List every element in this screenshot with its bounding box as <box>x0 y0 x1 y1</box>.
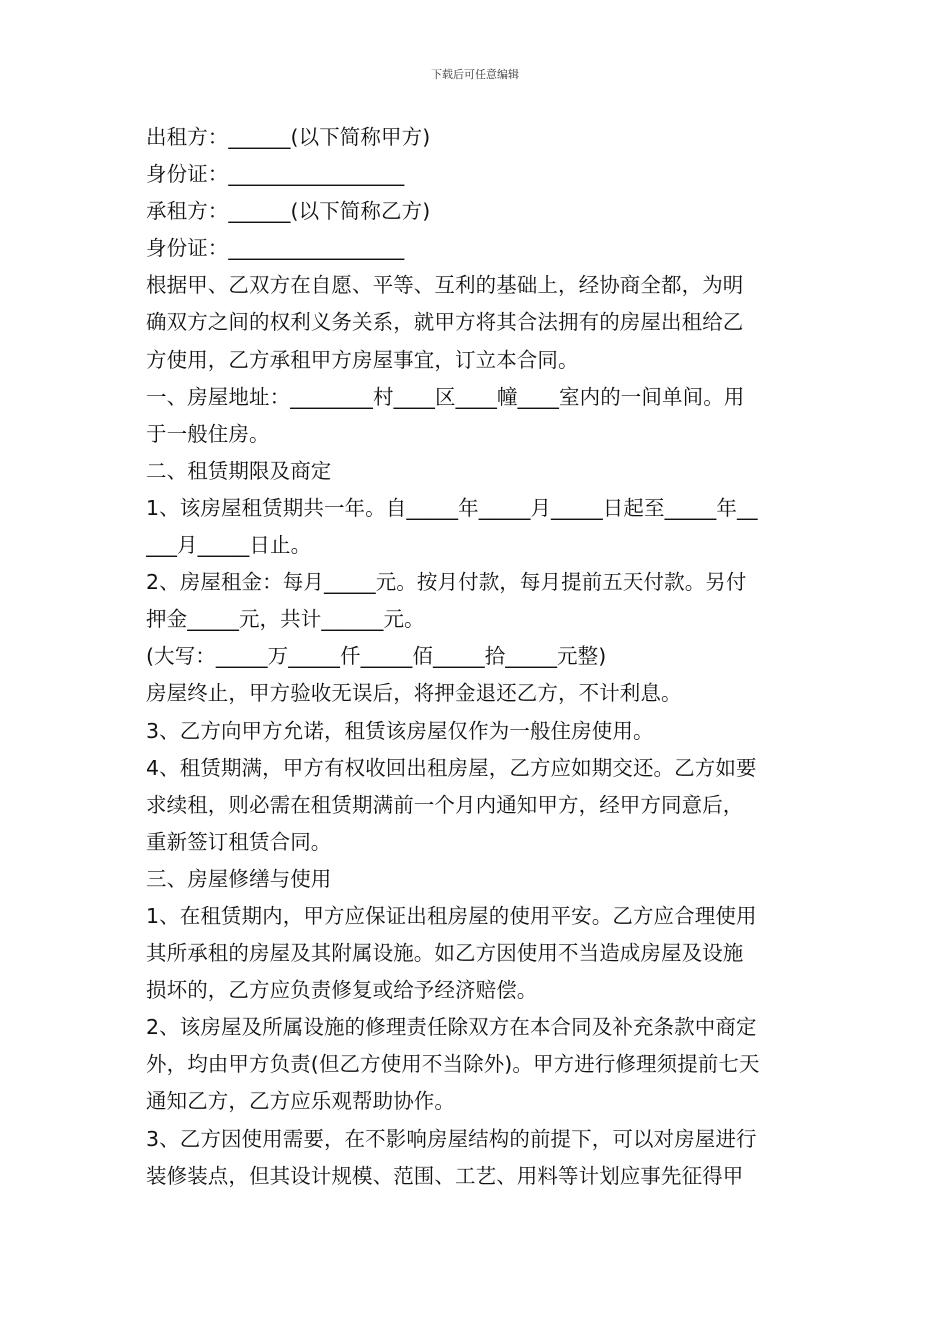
text-line: (大写：_____万_____仟_____佰_____拾_____元整) <box>146 644 607 669</box>
text-line: 通知乙方，乙方应乐观帮助协作。 <box>146 1089 455 1114</box>
page-header: 下载后可任意编辑 <box>431 68 519 81</box>
text-line: 押金_____元，共计______元。 <box>146 607 425 632</box>
text-line: 2、房屋租金：每月_____元。按月付款，每月提前五天付款。另付 <box>146 570 747 595</box>
text-line: 求续租，则必需在租赁期满前一个月内通知甲方，经甲方同意后， <box>146 792 744 817</box>
text-line: 确双方之间的权利义务关系，就甲方将其合法拥有的房屋出租给乙 <box>146 310 744 335</box>
text-line: 二、租赁期限及商定 <box>146 458 332 483</box>
text-line: 承租方：______(以下简称乙方) <box>146 199 431 224</box>
text-line: 于一般住房。 <box>146 421 270 446</box>
contract-body <box>146 119 810 1195</box>
text-line: 一、房屋地址：________村____区____幢____室内的一间单间。用 <box>146 384 745 409</box>
text-line: 3、乙方向甲方允诺，租赁该房屋仅作为一般住房使用。 <box>146 718 654 743</box>
text-line: 出租方：______(以下简称甲方) <box>146 125 431 149</box>
text-line: 其所承租的房屋及其附属设施。如乙方因使用不当造成房屋及设施 <box>146 941 744 966</box>
text-line: 2、该房屋及所属设施的修理责任除双方在本合同及补充条款中商定 <box>146 1015 757 1040</box>
text-line: 3、乙方因使用需要，在不影响房屋结构的前提下，可以对房屋进行 <box>146 1126 757 1151</box>
text-line: 方使用，乙方承租甲方房屋事宜，订立本合同。 <box>146 347 579 372</box>
text-line: 1、在租赁期内，甲方应保证出租房屋的使用平安。乙方应合理使用 <box>146 903 757 928</box>
text-line: ___月_____日止。 <box>146 533 312 558</box>
text-line: 身份证：_________________ <box>146 236 405 261</box>
text-line: 房屋终止，甲方验收无误后，将押金退还乙方，不计利息。 <box>146 681 682 706</box>
text-line: 装修装点，但其设计规模、范围、工艺、用料等计划应事先征得甲 <box>146 1163 744 1188</box>
text-line: 外，均由甲方负责(但乙方使用不当除外)。甲方进行修理须提前七天 <box>146 1052 760 1077</box>
text-line: 三、房屋修缮与使用 <box>146 866 332 891</box>
text-line: 1、该房屋租赁期共一年。自_____年_____月_____日起至_____年__ <box>146 495 758 520</box>
text-line: 身份证：_________________ <box>146 162 405 187</box>
text-line: 重新签订租赁合同。 <box>146 829 332 854</box>
text-line: 4、租赁期满，甲方有权收回出租房屋，乙方应如期交还。乙方如要 <box>146 755 757 780</box>
text-line: 损坏的，乙方应负责修复或给予经济赔偿。 <box>146 978 538 1003</box>
text-line: 根据甲、乙双方在自愿、平等、互利的基础上，经协商全都，为明 <box>146 273 744 298</box>
